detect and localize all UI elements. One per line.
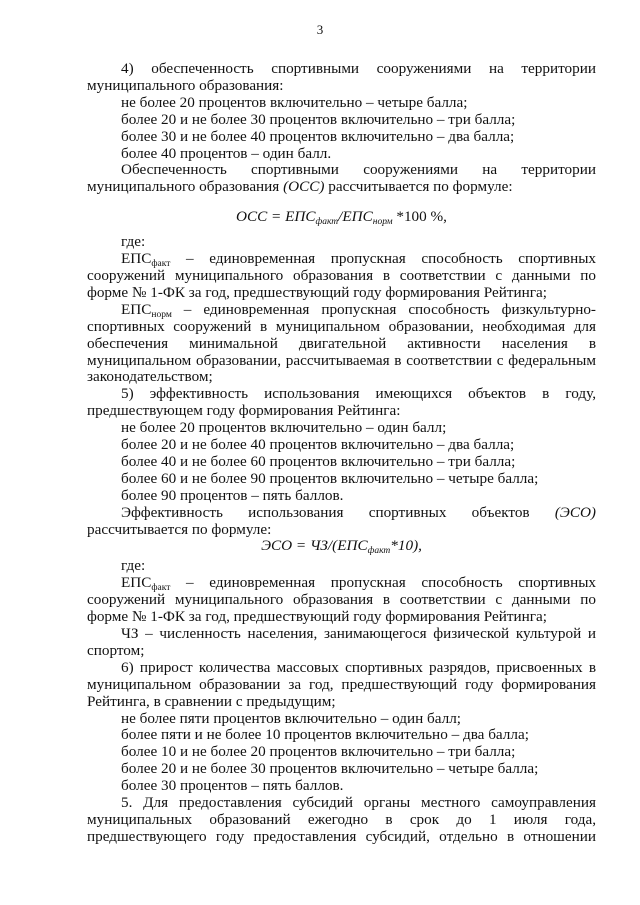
formula-eso: [87, 538, 596, 555]
definition-text: – единовременная пропускная способность физкультурно-спортивных сооружений в муниципальном образовании, необходимая для обеспечения минимальной двигательной активности населения в муниципальном образовании, рассчитываемая в соответствии с федеральным законодательством;: [87, 300, 596, 386]
criterion-5-title: 5) эффективность использования имеющихся объектов в году, предшествующем году формирования Рейтинга:: [87, 385, 596, 420]
page-number: 3: [316, 22, 324, 37]
criterion-5-item: не более 20 процентов включительно – один балл;: [121, 419, 447, 437]
criterion-6-item: более 30 процентов – пять баллов.: [121, 777, 344, 795]
term: ЕПС: [121, 250, 152, 268]
criterion-4-item: не более 20 процентов включительно – четыре балла;: [121, 93, 468, 111]
definition-eps-fact: [87, 575, 596, 626]
criterion-4-item: более 40 процентов – один балл.: [121, 144, 332, 162]
formula-oss: [87, 209, 596, 226]
abbr-eso: (ЭСО): [554, 503, 596, 521]
criterion-6-item: более 10 и не более 20 процентов включительно – три балла;: [121, 743, 516, 761]
formula-part: *10),: [390, 537, 422, 555]
where-label: где:: [121, 557, 146, 575]
criterion-6-item: более пяти и не более 10 процентов включительно – два балла;: [121, 726, 529, 744]
formula-part: ОСС = ЕПС: [236, 208, 316, 226]
term-subscript: факт: [151, 259, 171, 270]
formula-part: /ЕПС: [338, 208, 373, 226]
abbr-oss: (ОСС): [283, 178, 325, 196]
criterion-6-item: не более пяти процентов включительно – один балл;: [121, 709, 461, 727]
formula-subscript: факт: [367, 546, 391, 557]
formula-subscript: норм: [372, 217, 393, 228]
section-5-paragraph: 5. Для предоставления субсидий органы местного самоуправления муниципальных образований ежегодно в срок до 1 июля года, предшествующего году предоставления субсидий, отдельно в отношении: [87, 794, 596, 845]
definition-eps-norm: [87, 302, 596, 387]
intro-text: рассчитывается по формуле:: [324, 178, 513, 196]
formula-subscript: факт: [315, 217, 339, 228]
term-subscript: факт: [151, 583, 171, 594]
formula-part: ЭСО = ЧЗ/(ЕПС: [261, 537, 368, 555]
formula-part: *100 %,: [392, 208, 447, 226]
criterion-5-item: более 20 и не более 40 процентов включительно – два балла;: [121, 436, 515, 454]
criterion-5-formula-intro: [87, 505, 596, 539]
criterion-4-formula-intro: [87, 162, 596, 196]
term: ЕПС: [121, 574, 152, 592]
where-label: где:: [121, 233, 146, 251]
definition-text: – единовременная пропускная способность спортивных сооружений муниципального образования в соответствии с данными по форме № 1-ФК за год, предшествующий году формирования Рейтинга;: [87, 574, 596, 626]
term-subscript: норм: [151, 309, 172, 320]
criterion-5-item: более 60 и не более 90 процентов включительно – четыре балла;: [121, 469, 539, 487]
definition-eps-fact: [87, 251, 596, 302]
intro-text: Эффективность использования спортивных объектов: [121, 503, 555, 521]
criterion-5-item: более 40 и не более 60 процентов включительно – три балла;: [121, 452, 516, 470]
intro-text: Обеспеченность спортивными сооружениями на территории муниципального образования: [87, 161, 596, 196]
criterion-6-item: более 20 и не более 30 процентов включительно – четыре балла;: [121, 760, 539, 778]
page-content: [87, 61, 596, 846]
criterion-6-title: 6) прирост количества массовых спортивных разрядов, присвоенных в муниципальном образовании за год, предшествующий году формирования Рейтинга, в сравнении с предыдущим;: [87, 658, 596, 710]
definition-text: – единовременная пропускная способность спортивных сооружений муниципального образования в соответствии с данными по форме № 1-ФК за год, предшествующий году формирования Рейтинга;: [87, 250, 596, 301]
intro-text: рассчитывается по формуле:: [87, 520, 272, 538]
definition-chz: ЧЗ – численность населения, занимающегося физической культурой и спортом;: [87, 625, 596, 659]
criterion-4-title: 4) обеспеченность спортивными сооружениями на территории муниципального образования:: [87, 60, 596, 94]
criterion-4-item: более 20 и не более 30 процентов включительно – три балла;: [121, 110, 516, 128]
criterion-5-item: более 90 процентов – пять баллов.: [121, 486, 344, 504]
term: ЕПС: [121, 300, 152, 318]
criterion-4-item: более 30 и не более 40 процентов включительно – два балла;: [121, 127, 515, 145]
